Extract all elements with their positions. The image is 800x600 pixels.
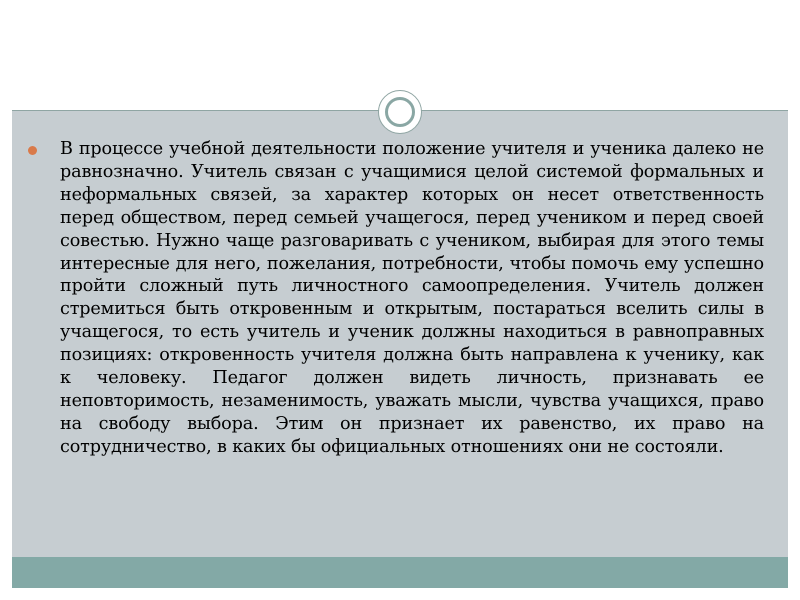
slide — [12, 12, 788, 588]
ring-ornament-icon — [378, 90, 422, 134]
footer-band — [12, 557, 788, 588]
bullet-dot-icon — [28, 146, 37, 155]
ring-ornament-inner — [385, 97, 415, 127]
body-paragraph: В процессе учебной деятельности положение учителя и ученика далеко не равнозначно. Учитель связан с учащимися целой системой формальных и неформальных связей, за характер которых он несет ответственность перед обществом, перед семьей учащегося, перед учеником и перед своей совестью. Нужно чаще разговаривать с учеником, выбирая для этого темы интересные для него, пожелания, потребности, чтобы помочь ему успешно пройти сложный путь личностного самоопределения. Учитель должен стремиться быть откровенным и открытым, постараться вселить силы в учащегося, то есть учитель и ученик должны находиться в равноправных позициях: откровенность учителя должна быть направлена к ученику, как к человеку. Педагог должен видеть личность, признавать ее неповторимость, незаменимость, уважать мысли, чувства учащихся, право на свободу выбора. Этим он признает их равенство, их право на сотрудничество, в каких бы официальных отношениях они не состояли. — [60, 139, 764, 457]
